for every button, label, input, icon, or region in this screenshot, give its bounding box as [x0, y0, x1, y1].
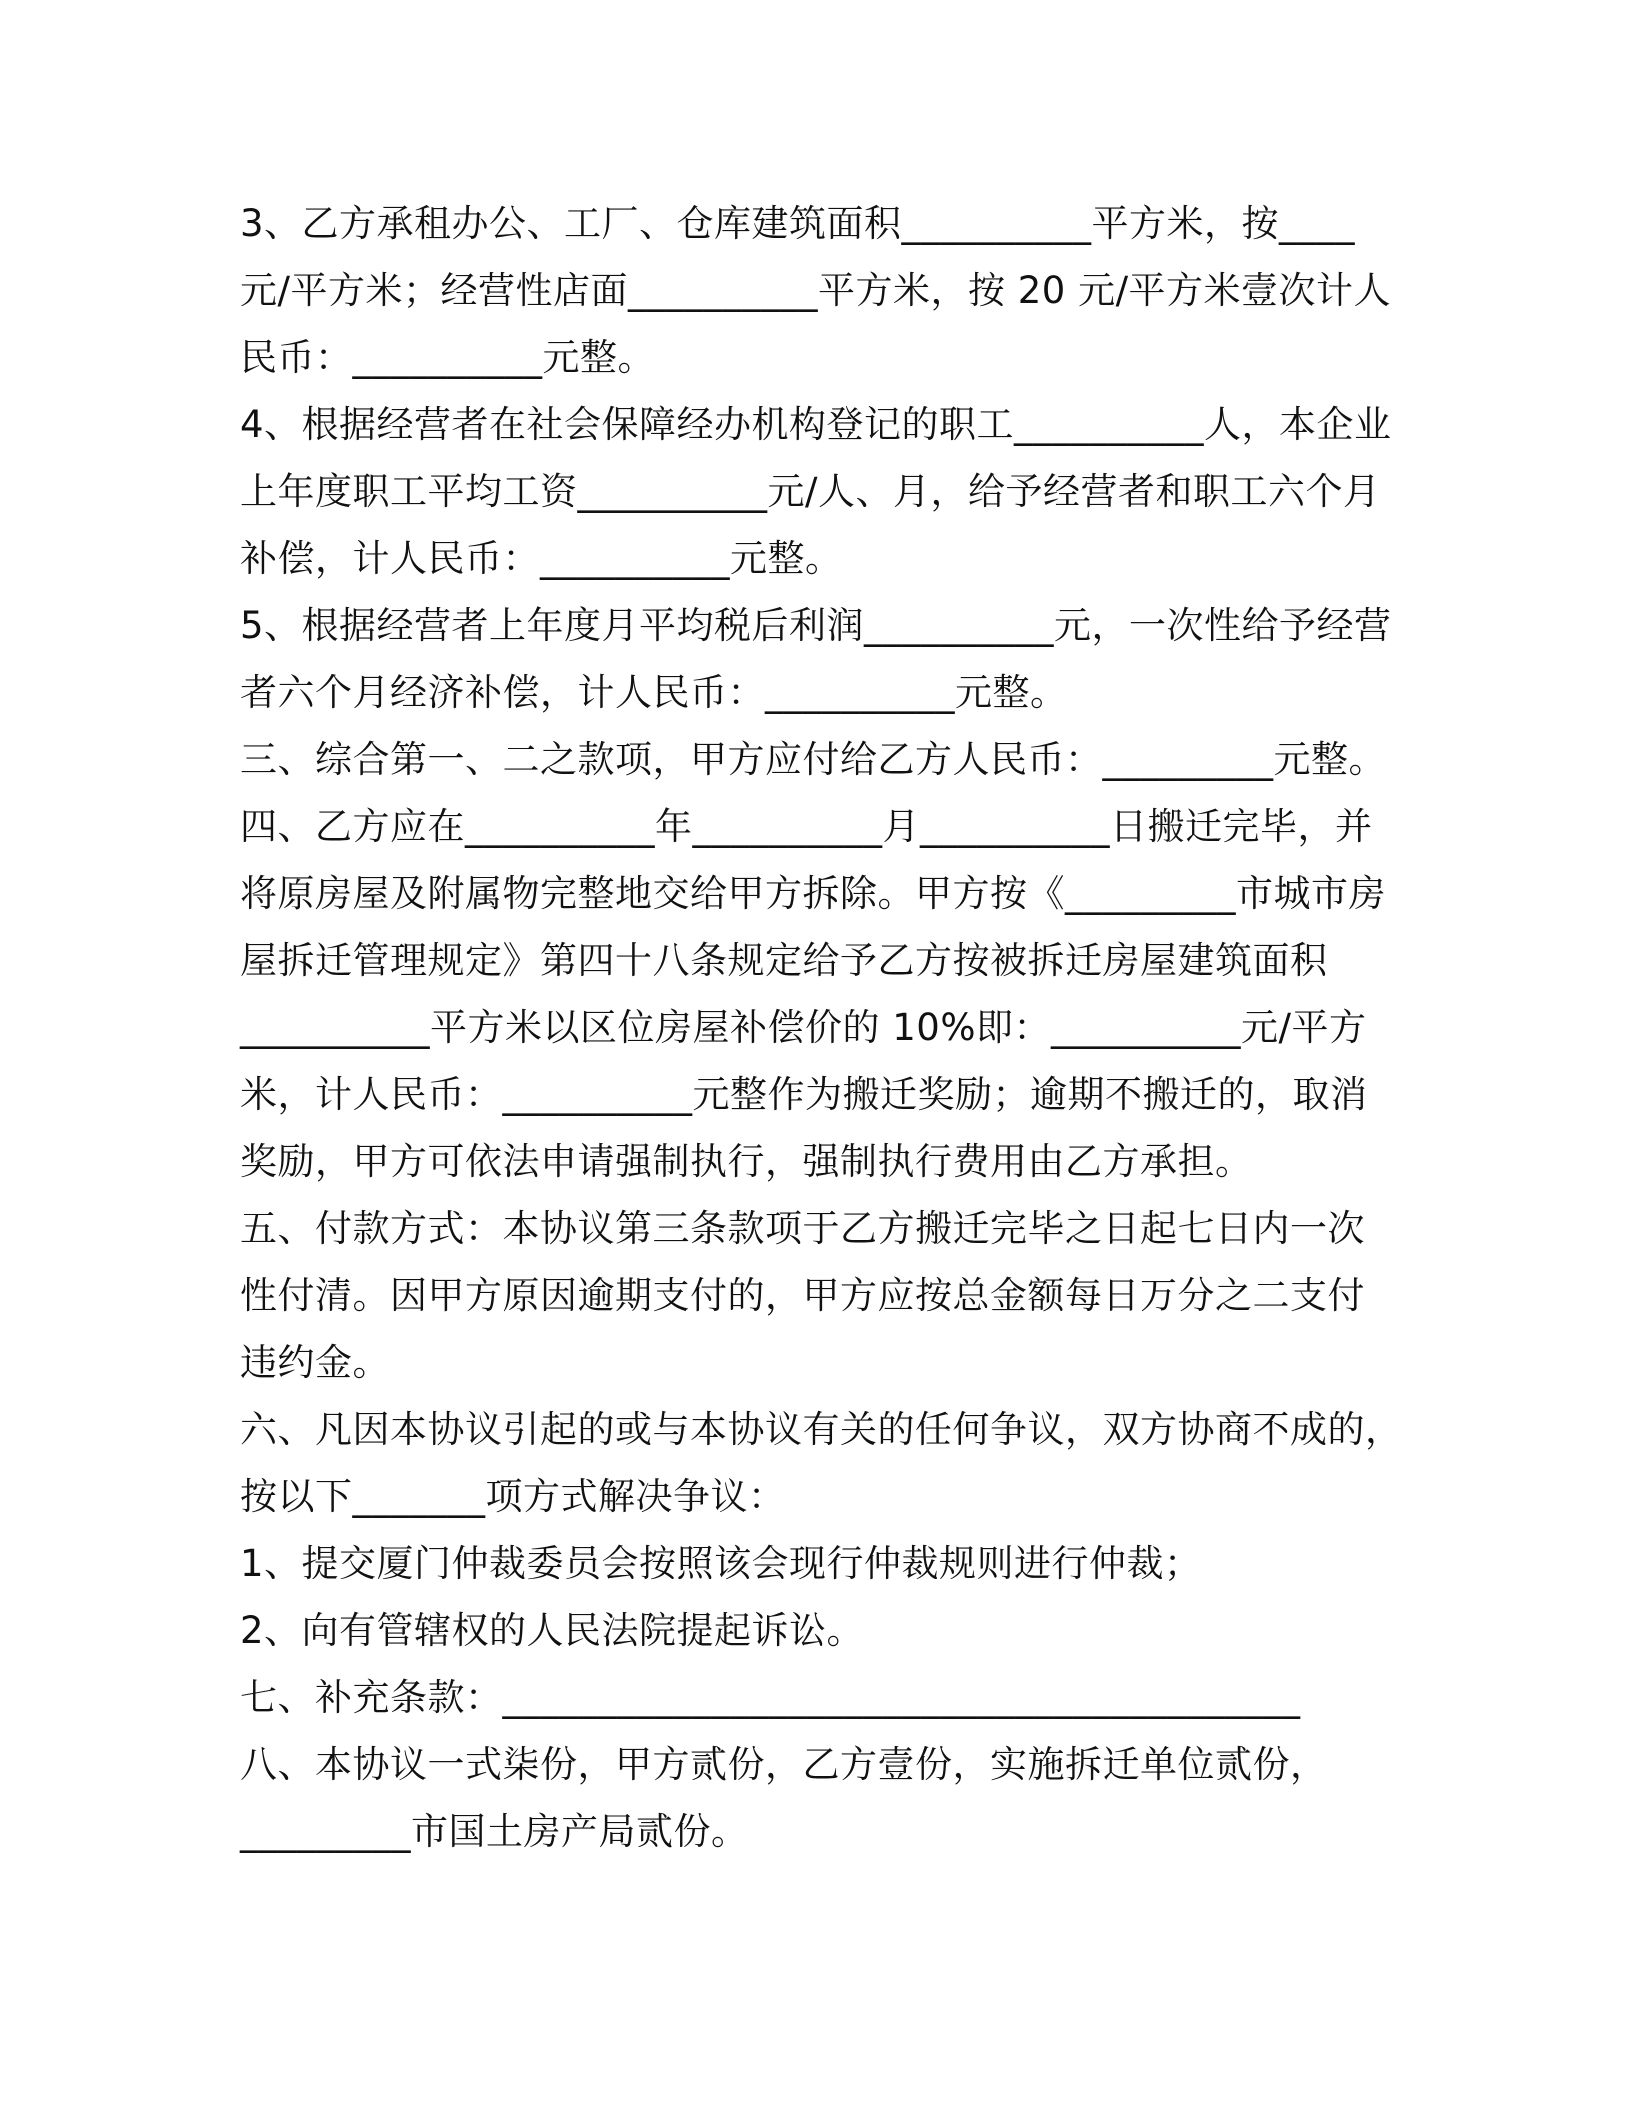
clause-4-line-1: 4、根据经营者在社会保障经办机构登记的职工__________人，本企业: [240, 403, 1392, 446]
section-5-line-2: 性付清。因甲方原因逾期支付的，甲方应按总金额每日万分之二支付: [240, 1274, 1365, 1317]
section-6-line-1: 六、凡因本协议引起的或与本协议有关的任何争议，双方协商不成的，: [240, 1408, 1403, 1451]
clause-5-line-2: 者六个月经济补偿，计人民币：__________元整。: [240, 671, 1068, 714]
section-6-line-2: 按以下_______项方式解决争议：: [240, 1475, 786, 1518]
clause-3-line-2: 元/平方米；经营性店面__________平方米，按 20 元/平方米壹次计人: [240, 269, 1392, 312]
section-5-line-1: 五、付款方式：本协议第三条款项于乙方搬迁完毕之日起七日内一次: [240, 1207, 1365, 1250]
section-6-option-2: 2、向有管辖权的人民法院提起诉讼。: [240, 1609, 865, 1652]
clause-4-line-3: 补偿，计人民币：__________元整。: [240, 537, 843, 580]
section-4-line-4: __________平方米以区位房屋补偿价的 10%即：__________元/平方: [240, 1006, 1367, 1049]
section-4-line-3: 屋拆迁管理规定》第四十八条规定给予乙方按被拆迁房屋建筑面积: [240, 939, 1328, 982]
section-5-line-3: 违约金。: [240, 1341, 390, 1384]
clause-3-line-1: 3、乙方承租办公、工厂、仓库建筑面积__________平方米，按____: [240, 202, 1356, 245]
section-4-line-5: 米，计人民币：__________元整作为搬迁奖励；逾期不搬迁的，取消: [240, 1073, 1368, 1116]
document-page: [240, 190, 1403, 1865]
section-8-line-2: _________市国土房产局贰份。: [240, 1810, 749, 1853]
section-3-line: 三、综合第一、二之款项，甲方应付给乙方人民币：_________元整。: [240, 738, 1386, 781]
clause-4-line-2: 上年度职工平均工资__________元/人、月，给予经营者和职工六个月: [240, 470, 1381, 513]
section-4-line-6: 奖励，甲方可依法申请强制执行，强制执行费用由乙方承担。: [240, 1140, 1253, 1183]
clause-5-line-1: 5、根据经营者上年度月平均税后利润__________元，一次性给予经营: [240, 604, 1392, 647]
section-4-line-1: 四、乙方应在__________年__________月__________日搬迁完毕，并: [240, 805, 1373, 848]
section-4-line-2: 将原房屋及附属物完整地交给甲方拆除。甲方按《_________市城市房: [240, 872, 1386, 915]
section-7-line: 七、补充条款：__________________________________________: [240, 1676, 1301, 1719]
section-8-line-1: 八、本协议一式柒份，甲方贰份，乙方壹份，实施拆迁单位贰份，: [240, 1743, 1328, 1786]
clause-3-line-3: 民币：__________元整。: [240, 336, 655, 379]
section-6-option-1: 1、提交厦门仲裁委员会按照该会现行仲裁规则进行仲裁；: [240, 1542, 1202, 1585]
